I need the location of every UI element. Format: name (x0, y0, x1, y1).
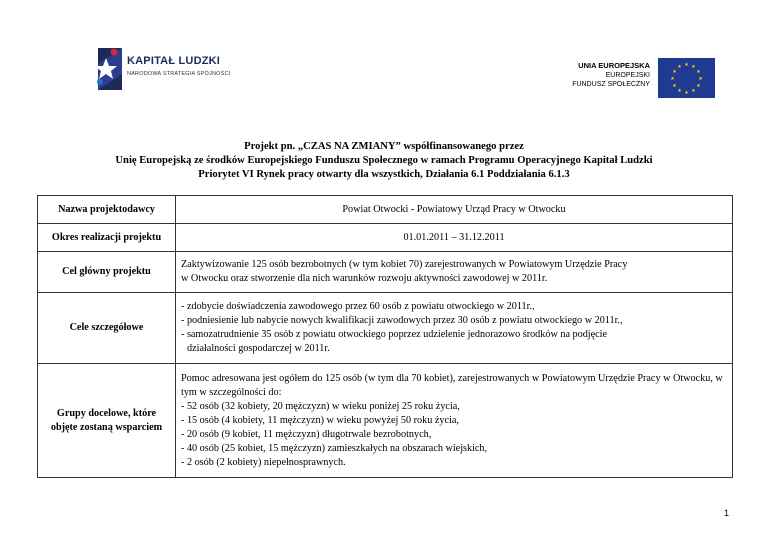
svg-text:★: ★ (684, 90, 689, 96)
svg-text:★: ★ (696, 83, 701, 89)
svg-text:★: ★ (698, 76, 703, 82)
value-line: - zdobycie doświadczenia zawodowego przez 60 osób z powiatu otwockiego w 2011r., (181, 301, 535, 312)
value-line: w Otwocku oraz stworzenie dla nich warunków rozwoju aktywności zawodowej w 2011r. (181, 273, 548, 284)
eu-line-1: UNIA EUROPEJSKA (578, 61, 650, 70)
value-line: - 20 osób (9 kobiet, 11 mężczyzn) długotrwale bezrobotnych, (181, 428, 432, 440)
svg-text:★: ★ (672, 69, 677, 75)
kapital-ludzki-logo (92, 44, 272, 92)
row-value: 01.01.2011 – 31.12.2011 (176, 224, 733, 252)
label-line: Grupy docelowe, które (56, 407, 157, 419)
svg-text:★: ★ (672, 83, 677, 89)
eu-line-2: EUROPEJSKI (605, 72, 650, 79)
value-intro: Pomoc adresowana jest ogółem do 125 osób (w tym dla 70 kobiet), zarejestrowanych w Powiatowym Urzędzie Pracy w Otwocku, w tym w szczególności do: (181, 372, 723, 398)
eu-flag-icon (658, 58, 715, 98)
row-value (176, 252, 733, 293)
value-line: - samozatrudnienie 35 osób z powiatu otwockiego poprzez udzielenie jednorazowo środków na podjęcie (181, 329, 608, 340)
heading-line-1: Projekt pn. „CZAS NA ZMIANY” współfinansowanego przez (244, 141, 524, 152)
svg-text:★: ★ (670, 76, 675, 82)
value-line: Zaktywizowanie 125 osób bezrobotnych (w tym kobiet 70) zarejestrowanych w Powiatowym Urzędzie Pracy (181, 259, 628, 270)
svg-text:★: ★ (696, 69, 701, 75)
value-line: - 52 osób (32 kobiety, 20 mężczyzn) w wieku poniżej 25 roku życia, (181, 400, 460, 412)
value-line: działalności gospodarczej w 2011r. (187, 343, 330, 354)
svg-text:★: ★ (677, 64, 682, 70)
value-line: - podniesienie lub nabycie nowych kwalifikacji zawodowych przez 30 osób z powiatu otwockiego w 2011r., (181, 315, 623, 326)
row-label: Cele szczegółowe (38, 293, 176, 364)
svg-text:★: ★ (677, 88, 682, 94)
table-row (38, 364, 733, 478)
row-label (38, 364, 176, 478)
row-label: Nazwa projektodawcy (38, 196, 176, 224)
table-row (38, 252, 733, 293)
svg-text:★: ★ (691, 64, 696, 70)
kapital-ludzki-title: KAPITAŁ LUDZKI (127, 55, 221, 67)
value-line: - 40 osób (25 kobiet, 15 mężczyzn) zamieszkałych na obszarach wiejskich, (181, 442, 488, 454)
heading-line-3: Priorytet VI Rynek pracy otwarty dla wszystkich, Działania 6.1 Poddziałania 6.1.3 (198, 169, 570, 180)
table-row (38, 224, 733, 252)
project-heading (80, 140, 688, 182)
eu-logo-text (572, 61, 650, 89)
row-value (176, 293, 733, 364)
row-label: Okres realizacji projektu (38, 224, 176, 252)
project-info-table (37, 195, 733, 478)
kapital-ludzki-subtitle: NARODOWA STRATEGIA SPÓJNOŚCI (127, 71, 231, 77)
table-row (38, 196, 733, 224)
table-row (38, 293, 733, 364)
row-label: Cel główny projektu (38, 252, 176, 293)
page-number: 1 (724, 508, 730, 518)
value-line: - 15 osób (4 kobiety, 11 mężczyzn) w wieku powyżej 50 roku życia, (181, 414, 459, 426)
heading-line-2: Unię Europejską ze środków Europejskiego Funduszu Społecznego w ramach Programu Operacyjnego Kapitał Ludzki (115, 155, 653, 166)
value-line: - 2 osób (2 kobiety) niepełnosprawnych. (181, 456, 346, 468)
row-value: Powiat Otwocki - Powiatowy Urząd Pracy w Otwocku (176, 196, 733, 224)
label-line: objęte zostaną wsparciem (50, 421, 163, 433)
svg-text:★: ★ (684, 62, 689, 68)
svg-text:★: ★ (691, 88, 696, 94)
row-value (176, 364, 733, 478)
eu-line-3: FUNDUSZ SPOŁECZNY (572, 81, 650, 88)
